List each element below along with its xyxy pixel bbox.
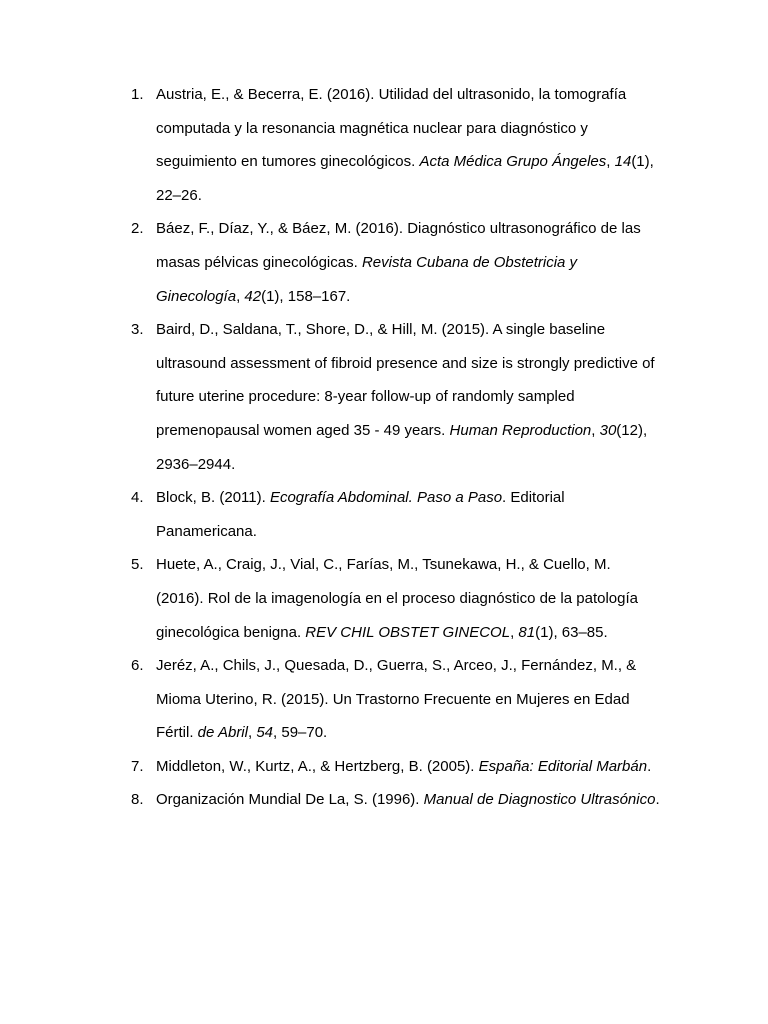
- reference-authors: Huete, A., Craig, J., Vial, C., Farías, M., Tsunekawa, H., & Cuello, M. (2016). Rol de la imagenología en el proceso diagnóstico de la patología ginecológica benigna.: [156, 556, 638, 641]
- reference-number: 6.: [131, 657, 144, 675]
- reference-volume: 81: [518, 623, 536, 641]
- reference-rest: , 59–70.: [273, 724, 328, 742]
- reference-item: [131, 481, 661, 548]
- reference-text: Jeréz, A., Chils, J., Quesada, D., Guerra, S., Arceo, J., Fernández, M., & Mioma Uterino, R. (2015). Un Trastorno Frecuente en Mujeres en Edad Fértil. de Abril, 54, 59–70.: [156, 657, 637, 742]
- reference-source: Ecografía Abdominal. Paso a Paso: [269, 489, 503, 507]
- reference-item: [131, 649, 661, 750]
- reference-number: 2.: [131, 220, 144, 238]
- reference-source: Acta Médica Grupo Ángeles: [419, 153, 607, 171]
- reference-authors: Block, B. (2011).: [156, 489, 266, 507]
- reference-authors: Baird, D., Saldana, T., Shore, D., & Hill, M. (2015). A single baseline ultrasound assessment of fibroid presence and size is strongly predictive of future uterine procedure: 8-year follow-up of randomly sampled premenopausal women aged 35 - 49 years.: [156, 321, 655, 439]
- reference-volume: 42: [244, 287, 262, 305]
- reference-item: [131, 783, 661, 817]
- reference-item: [131, 212, 661, 313]
- reference-source: Human Reproduction: [449, 421, 592, 439]
- reference-volume: 54: [256, 724, 274, 742]
- reference-rest: (1), 22–26.: [156, 153, 654, 204]
- reference-rest: (1), 158–167.: [261, 287, 351, 305]
- reference-text: [156, 783, 661, 817]
- reference-rest: . Editorial Panamericana.: [156, 489, 565, 540]
- reference-rest: (1), 63–85.: [535, 623, 608, 641]
- reference-text: Austria, E., & Becerra, E. (2016). Utilidad del ultrasonido, la tomografía computada y la resonancia magnética nuclear para diagnóstico y seguimiento en tumores ginecológicos. Acta Médica Grupo Ángeles, 14(1), 22–26.: [156, 86, 654, 204]
- reference-authors: Austria, E., & Becerra, E. (2016). Utilidad del ultrasonido, la tomografía computada y la resonancia magnética nuclear para diagnóstico y seguimiento en tumores ginecológicos.: [156, 86, 627, 171]
- reference-item: [131, 750, 661, 784]
- reference-number: 1.: [131, 86, 144, 103]
- reference-authors: Middleton, W., Kurtz, A., & Hertzberg, B. (2005).: [156, 757, 475, 775]
- reference-text: [156, 750, 661, 784]
- reference-text: [156, 481, 661, 548]
- reference-number: 7.: [131, 757, 144, 775]
- reference-authors: Báez, F., Díaz, Y., & Báez, M. (2016). Diagnóstico ultrasonográfico de las masas pélvicas ginecológicas.: [156, 220, 641, 271]
- reference-source: Revista Cubana de Obstetricia y Ginecología: [156, 253, 578, 305]
- reference-text: Huete, A., Craig, J., Vial, C., Farías, M., Tsunekawa, H., & Cuello, M. (2016). Rol de la imagenología en el proceso diagnóstico de la patología ginecológica benigna. REV CHIL OBSTET GINECOL, 81(1), 63–85.: [156, 556, 638, 641]
- reference-source: Manual de Diagnostico Ultrasónico: [423, 791, 656, 809]
- reference-number: 5.: [131, 556, 144, 574]
- reference-source: España: Editorial Marbán: [478, 757, 648, 775]
- reference-item: [131, 548, 661, 649]
- reference-source: de Abril: [197, 724, 248, 742]
- reference-rest: (12), 2936–2944.: [156, 421, 648, 473]
- reference-volume: 14: [614, 153, 632, 171]
- reference-number: 3.: [131, 321, 144, 339]
- reference-text: Báez, F., Díaz, Y., & Báez, M. (2016). Diagnóstico ultrasonográfico de las masas pélvicas ginecológicas. Revista Cubana de Obstetricia y Ginecología, 42(1), 158–167.: [156, 220, 641, 305]
- reference-number: 8.: [131, 791, 144, 809]
- reference-authors: Jeréz, A., Chils, J., Quesada, D., Guerra, S., Arceo, J., Fernández, M., & Mioma Uterino, R. (2015). Un Trastorno Frecuente en Mujeres en Edad Fértil.: [156, 657, 637, 742]
- reference-number: 4.: [131, 489, 144, 507]
- reference-rest: .: [655, 791, 660, 809]
- reference-item: [131, 313, 661, 481]
- reference-volume: 30: [599, 421, 617, 439]
- reference-text: Baird, D., Saldana, T., Shore, D., & Hill, M. (2015). A single baseline ultrasound assessment of fibroid presence and size is strongly predictive of future uterine procedure: 8-year follow-up of randomly sampled premenopausal women aged 35 - 49 years. Human Reproduction, 30(12), 2936–2944.: [156, 321, 655, 473]
- reference-authors: Organización Mundial De La, S. (1996).: [156, 791, 420, 809]
- reference-rest: .: [647, 757, 652, 775]
- reference-item: [131, 78, 661, 212]
- reference-source: REV CHIL OBSTET GINECOL: [305, 623, 511, 641]
- reference-list: [131, 78, 661, 817]
